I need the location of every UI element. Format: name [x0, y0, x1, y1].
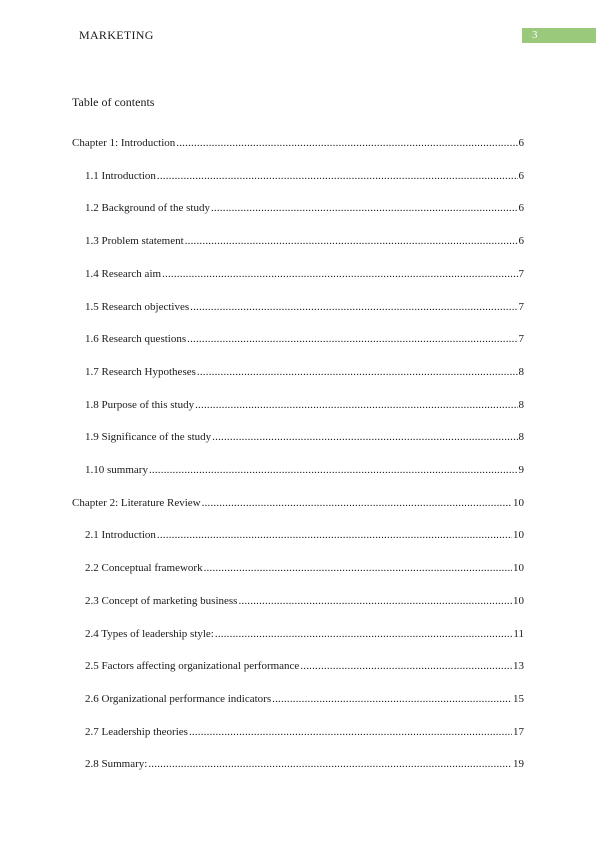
toc-entry-page: 8	[518, 365, 524, 378]
toc-dot-leader	[197, 365, 518, 379]
toc-entry[interactable]	[85, 594, 524, 608]
toc-dot-leader	[195, 398, 517, 412]
toc-dot-leader	[149, 463, 518, 477]
toc-entry-page: 10	[513, 594, 524, 607]
toc-dot-leader	[272, 692, 512, 706]
toc-entry-page: 11	[513, 627, 524, 640]
toc-entry-label: 2.6 Organizational performance indicators	[85, 692, 272, 705]
page-number-badge: 3	[522, 28, 596, 43]
toc-entry-page: 9	[518, 464, 524, 476]
toc-heading: Table of contents	[72, 95, 155, 109]
toc-entry-page: 10	[513, 562, 524, 575]
toc-entry[interactable]	[85, 725, 524, 739]
toc-entry-label: Chapter 2: Literature Review	[72, 496, 201, 509]
toc-entry[interactable]	[85, 561, 524, 575]
running-header-title: MARKETING	[79, 28, 154, 42]
toc-entry-page: 8	[518, 431, 524, 444]
toc-entry-page: 6	[518, 137, 524, 149]
toc-entry[interactable]	[85, 267, 524, 281]
toc-dot-leader	[238, 594, 512, 608]
toc-entry-label: 2.5 Factors affecting organizational performance	[85, 660, 300, 673]
toc-dot-leader	[189, 725, 512, 739]
toc-entry-label: 2.2 Conceptual framework	[85, 562, 203, 575]
toc-entry-label: 1.6 Research questions	[85, 333, 187, 346]
toc-entry[interactable]	[85, 528, 524, 542]
toc-entry-label: 1.8 Purpose of this study	[85, 398, 195, 411]
toc-entry-label: 1.3 Problem statement	[85, 235, 184, 248]
toc-entry-label: 1.2 Background of the study	[85, 202, 210, 215]
toc-dot-leader	[176, 136, 517, 150]
toc-dot-leader	[211, 201, 518, 215]
toc-entry[interactable]	[85, 332, 524, 346]
toc-entry-page: 7	[518, 333, 524, 346]
toc-entry-page: 17	[513, 725, 524, 738]
toc-entry[interactable]	[85, 627, 524, 641]
toc-entry-page: 7	[518, 300, 524, 313]
toc-entry-page: 6	[518, 202, 524, 215]
toc-entry-page: 19	[513, 758, 524, 771]
toc-entry-label: 2.1 Introduction	[85, 529, 156, 542]
toc-entry-page: 15	[513, 692, 524, 705]
toc-entry-label: 1.7 Research Hypotheses	[85, 365, 196, 378]
toc-entry[interactable]	[72, 136, 524, 150]
toc-entry-label: 1.5 Research objectives	[85, 300, 190, 313]
toc-entry-label: 1.9 Significance of the study	[85, 431, 212, 444]
toc-entry[interactable]	[85, 430, 524, 444]
toc-entry[interactable]	[85, 398, 524, 412]
toc-entry-page: 6	[518, 169, 524, 182]
toc-entry-page: 6	[518, 235, 524, 248]
toc-entry-label: Chapter 1: Introduction	[72, 137, 176, 149]
toc-entry-label: 2.7 Leadership theories	[85, 725, 188, 738]
toc-entry[interactable]	[85, 463, 524, 477]
toc-entry[interactable]	[85, 659, 524, 673]
toc-dot-leader	[187, 332, 517, 346]
toc-dot-leader	[162, 267, 517, 281]
toc-entry[interactable]	[85, 234, 524, 248]
toc-entry[interactable]	[85, 201, 524, 215]
toc-entry[interactable]	[85, 169, 524, 183]
toc-entry[interactable]	[85, 300, 524, 314]
toc-entry-page: 10	[513, 529, 524, 542]
toc-dot-leader	[148, 757, 512, 771]
toc-entry[interactable]	[72, 496, 524, 510]
toc-entry-page: 8	[518, 398, 524, 411]
toc-dot-leader	[212, 430, 517, 444]
toc-entry-label: 2.8 Summary:	[85, 758, 148, 771]
toc-dot-leader	[300, 659, 512, 673]
toc-entry[interactable]	[85, 757, 524, 771]
toc-entry-label: 2.4 Types of leadership style:	[85, 627, 214, 640]
toc-entry-label: 1.4 Research aim	[85, 267, 162, 280]
toc-dot-leader	[202, 496, 512, 510]
toc-entry-page: 7	[518, 267, 524, 280]
toc-dot-leader	[157, 169, 518, 183]
toc-entry-page: 13	[513, 660, 524, 673]
toc-entry[interactable]	[85, 365, 524, 379]
toc-entry-label: 2.3 Concept of marketing business	[85, 594, 238, 607]
toc-dot-leader	[157, 528, 512, 542]
toc-dot-leader	[185, 234, 518, 248]
toc-dot-leader	[190, 300, 517, 314]
toc-entry-label: 1.10 summary	[85, 464, 148, 476]
toc-dot-leader	[204, 561, 512, 575]
toc-dot-leader	[215, 627, 513, 641]
toc-entry-label: 1.1 Introduction	[85, 169, 156, 182]
toc-entry[interactable]	[85, 692, 524, 706]
toc-entry-page: 10	[513, 496, 524, 509]
